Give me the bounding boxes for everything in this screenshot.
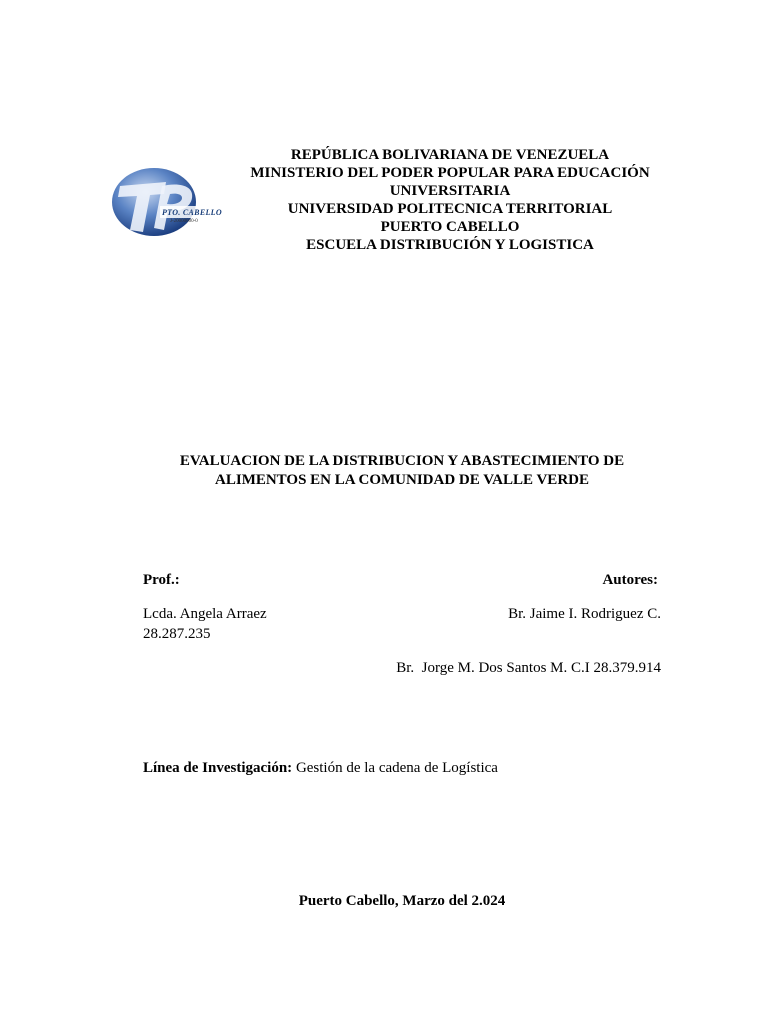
header-line-university: UNIVERSIDAD POLITECNICA TERRITORIAL: [287, 201, 613, 217]
prof-id: 28.287.235: [143, 626, 211, 642]
university-logo: [110, 164, 232, 240]
logo-text: PTO. CABELLO: [162, 208, 222, 217]
header-line-city: PUERTO CABELLO: [380, 219, 520, 235]
prof-name: Lcda. Angela Arraez: [143, 606, 267, 622]
research-line-label: Línea de Investigación:: [143, 760, 293, 776]
research-line-value: Gestión de la cadena de Logística: [292, 760, 498, 776]
thesis-title-line-1: EVALUACION DE LA DISTRIBUCION Y ABASTECIMIENTO DE: [179, 453, 625, 469]
logo-emblem-icon: [110, 164, 232, 240]
author-1: Br. Jaime I. Rodriguez C.: [508, 606, 661, 622]
header-line-ministry-cont: UNIVERSITARIA: [389, 183, 511, 199]
institution-header: [230, 146, 670, 254]
header-line-school: ESCUELA DISTRIBUCIÓN Y LOGISTICA: [306, 237, 594, 253]
authors-label: Autores:: [602, 572, 658, 588]
logo-subtext: J-20000000-0: [170, 219, 198, 224]
header-line-country: REPÚBLICA BOLIVARIANA DE VENEZUELA: [290, 147, 610, 163]
thesis-title-line-2: ALIMENTOS EN LA COMUNIDAD DE VALLE VERDE: [215, 472, 589, 488]
header-line-ministry: MINISTERIO DEL PODER POPULAR PARA EDUCACIÓN: [250, 165, 650, 181]
author-2: Br. Jorge M. Dos Santos M. C.I 28.379.914: [396, 660, 661, 676]
thesis-title: [140, 452, 664, 490]
prof-label: Prof.:: [143, 572, 180, 588]
place-date: Puerto Cabello, Marzo del 2.024: [298, 893, 506, 909]
research-line: [143, 760, 498, 777]
